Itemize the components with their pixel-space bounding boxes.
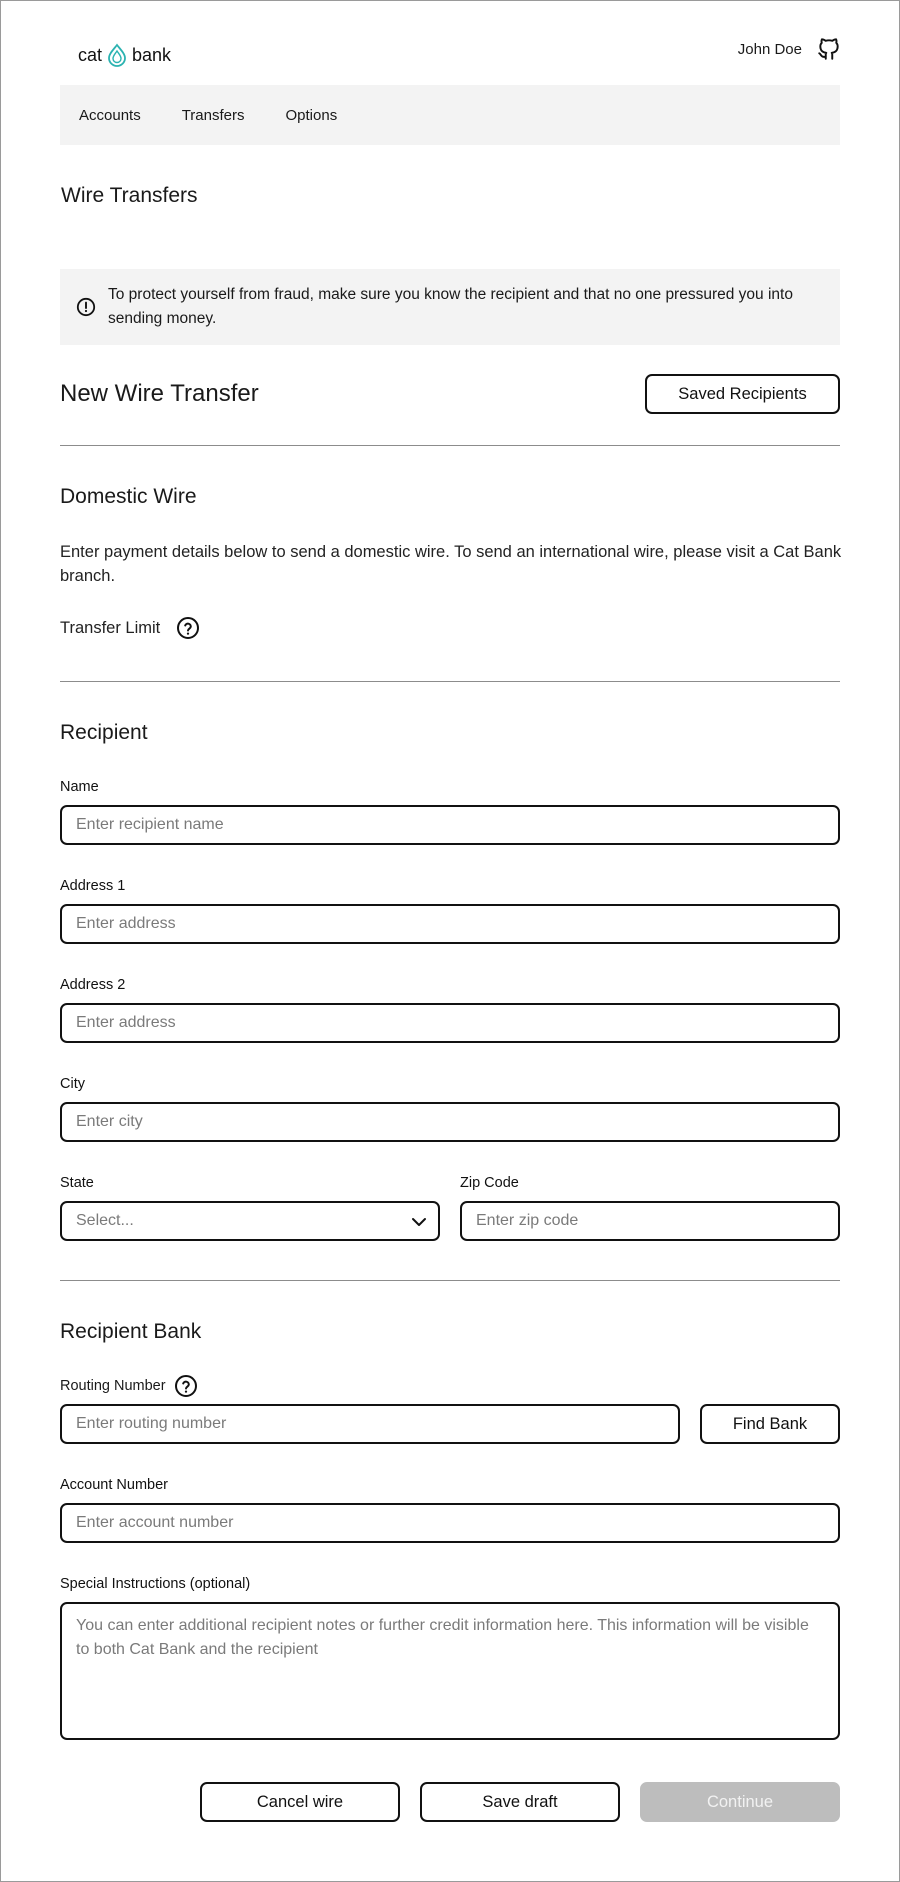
domestic-wire-description: Enter payment details below to send a domestic wire. To send an international wire, please visit a Cat Bank branch. — [60, 543, 842, 585]
user-menu[interactable] — [738, 36, 842, 62]
recipient-name-input[interactable]: Enter recipient name — [60, 805, 840, 845]
alert-text: To protect yourself from fraud, make sure you know the recipient and that no one pressured you into sending money. — [108, 286, 793, 327]
city-label: City — [60, 1076, 85, 1092]
divider — [60, 681, 840, 682]
address2-label: Address 2 — [60, 977, 126, 993]
address1-input[interactable]: Enter address — [60, 904, 840, 944]
account-number-label: Account Number — [60, 1477, 168, 1493]
main-nav — [60, 85, 840, 145]
saved-recipients-button[interactable]: Saved Recipients — [645, 374, 840, 414]
divider — [60, 445, 840, 446]
help-circle-icon[interactable] — [176, 616, 200, 640]
user-name: John Doe — [737, 40, 802, 58]
zip-label: Zip Code — [460, 1175, 519, 1191]
routing-number-input[interactable]: Enter routing number — [60, 1404, 680, 1444]
zip-code-input[interactable]: Enter zip code — [460, 1201, 840, 1241]
alert-circle-icon — [76, 297, 96, 317]
state-label: State — [60, 1175, 94, 1191]
nav-item-accounts[interactable]: Accounts — [79, 106, 141, 124]
cancel-wire-button[interactable]: Cancel wire — [200, 1782, 400, 1822]
name-label: Name — [60, 779, 99, 795]
recipient-section-title: Recipient — [60, 721, 148, 744]
cat-bank-logo[interactable] — [78, 40, 171, 70]
routing-number-label-row — [60, 1374, 198, 1398]
logo-text-left: cat — [78, 44, 103, 65]
chevron-down-icon — [410, 1213, 428, 1231]
fraud-alert — [60, 269, 840, 345]
divider — [60, 1280, 840, 1281]
nav-item-transfers[interactable]: Transfers — [181, 106, 245, 124]
github-icon[interactable] — [816, 36, 842, 62]
save-draft-button[interactable]: Save draft — [420, 1782, 620, 1822]
state-select[interactable] — [60, 1201, 440, 1241]
transfer-limit — [60, 616, 200, 640]
continue-button[interactable]: Continue — [640, 1782, 840, 1822]
city-input[interactable]: Enter city — [60, 1102, 840, 1142]
find-bank-button[interactable]: Find Bank — [700, 1404, 840, 1444]
routing-number-label: Routing Number — [60, 1378, 166, 1394]
logo-text-right: bank — [132, 44, 172, 65]
state-select-value: Select... — [76, 1212, 134, 1229]
special-instructions-label: Special Instructions (optional) — [60, 1576, 251, 1592]
form-title: New Wire Transfer — [60, 380, 259, 407]
special-instructions-textarea[interactable]: You can enter additional recipient notes or further credit information here. This information will be visible to both Cat Bank and the recipient — [60, 1602, 840, 1740]
recipient-bank-title: Recipient Bank — [60, 1320, 202, 1343]
page-title: Wire Transfers — [61, 184, 198, 207]
transfer-limit-label: Transfer Limit — [60, 618, 161, 637]
address1-label: Address 1 — [60, 878, 126, 894]
domestic-wire-title: Domestic Wire — [60, 485, 197, 508]
nav-item-options[interactable]: Options — [285, 106, 338, 124]
help-circle-icon[interactable] — [174, 1374, 198, 1398]
account-number-input[interactable]: Enter account number — [60, 1503, 840, 1543]
logo-droplet-icon — [106, 43, 128, 67]
address2-input[interactable]: Enter address — [60, 1003, 840, 1043]
